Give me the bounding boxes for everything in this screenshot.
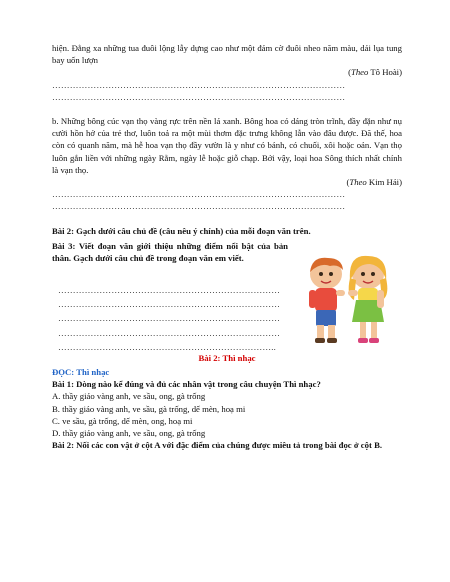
option-c: C. ve sầu, gà trống, dế mèn, ong, hoạ mi [52,415,193,426]
task-3 [52,240,288,264]
source-author: Tô Hoài [370,67,400,78]
question-2: Bài 2: Nối các con vật ở cột A với đặc điểm của chúng được miêu tả trong bài đọc ở cột B. [52,440,383,451]
answer-line: ……………………………………………………………………………………… [52,91,346,102]
answer-line: ……………………………………………………………….. [58,341,277,352]
answer-line: ………………………………………………………………… [58,285,281,295]
task-2-text: Bài 2: Gạch dưới câu chủ đề (câu nêu ý chính) của mỗi đoạn văn trên. [52,226,311,236]
lesson-title: Bài 2: Thì nhạc [198,353,256,363]
option-b: B. thầy giáo vàng anh, ve sầu, gà trống, dế mèn, hoạ mi [52,403,246,414]
task-3-lines [58,284,286,353]
answer-line: ……………………………………………………………………………………… [52,201,346,212]
children-illustration [292,252,402,348]
answer-line: ………………………………………………………………… [58,327,281,338]
passage-a-text: hiện. Đằng xa những tua đuôi lộng lẫy dựng cao như một đám cờ đuôi nheo năm màu, dải lụa tung bay uốn lượn [52,43,402,66]
reading-section [52,366,402,451]
answer-line: ……………………………………………………………………………………… [52,189,346,200]
question-1: Bài 1: Dòng nào kể đúng và đủ các nhân vật trong câu chuyện Thì nhạc? [52,379,321,390]
passage-b [52,115,402,213]
reading-title: ĐỌC: Thì nhạc [52,367,110,377]
answer-line: ……………………………………………………………………………………… [52,79,346,90]
answer-line: ………………………………………………………………… [58,313,281,324]
option-d: D. thầy giáo vàng anh, ve sầu, ong, gà trống [52,428,206,439]
passage-a-source: (Theo Tô Hoài) [348,67,402,78]
source-author: Kim Hải [368,177,400,188]
task-2 [52,225,402,237]
source-prefix: Theo [349,177,367,188]
option-a: A. thầy giáo vàng anh, ve sầu, ong, gà trống [52,391,206,402]
answer-line: ………………………………………………………………… [58,299,281,310]
task-3-text: Bài 3: Viết đoạn văn giới thiệu những điểm nổi bật của bản thân. Gạch dưới câu chủ đề trong đoạn văn em viết. [52,241,288,264]
lesson-heading [52,352,402,364]
passage-b-source: (Theo Kim Hải) [346,177,402,188]
passage-a [52,42,402,103]
source-prefix: Theo [350,67,369,78]
passage-b-text: b. Những bông cúc vạn thọ vàng rực trên nền lá xanh. Bông hoa có dáng tròn trĩnh, đầy đặn như nụ cười hồn hở của trẻ thơ, luôn toả ra một mùi thơm đặc trưng không lẫn vào đâu được. Đã thế, hoa còn có quanh năm, mà hễ hoa vạn thọ đầy vườn là y như có bánh, có chuối, xôi hoặc oản. Vạn thọ luôn gắn liền với những ngày Rằm, ngày lễ hoặc giỗ chạp. Bởi vậy, loại hoa Sông thích nhất chính là vạn thọ. [52,116,402,175]
